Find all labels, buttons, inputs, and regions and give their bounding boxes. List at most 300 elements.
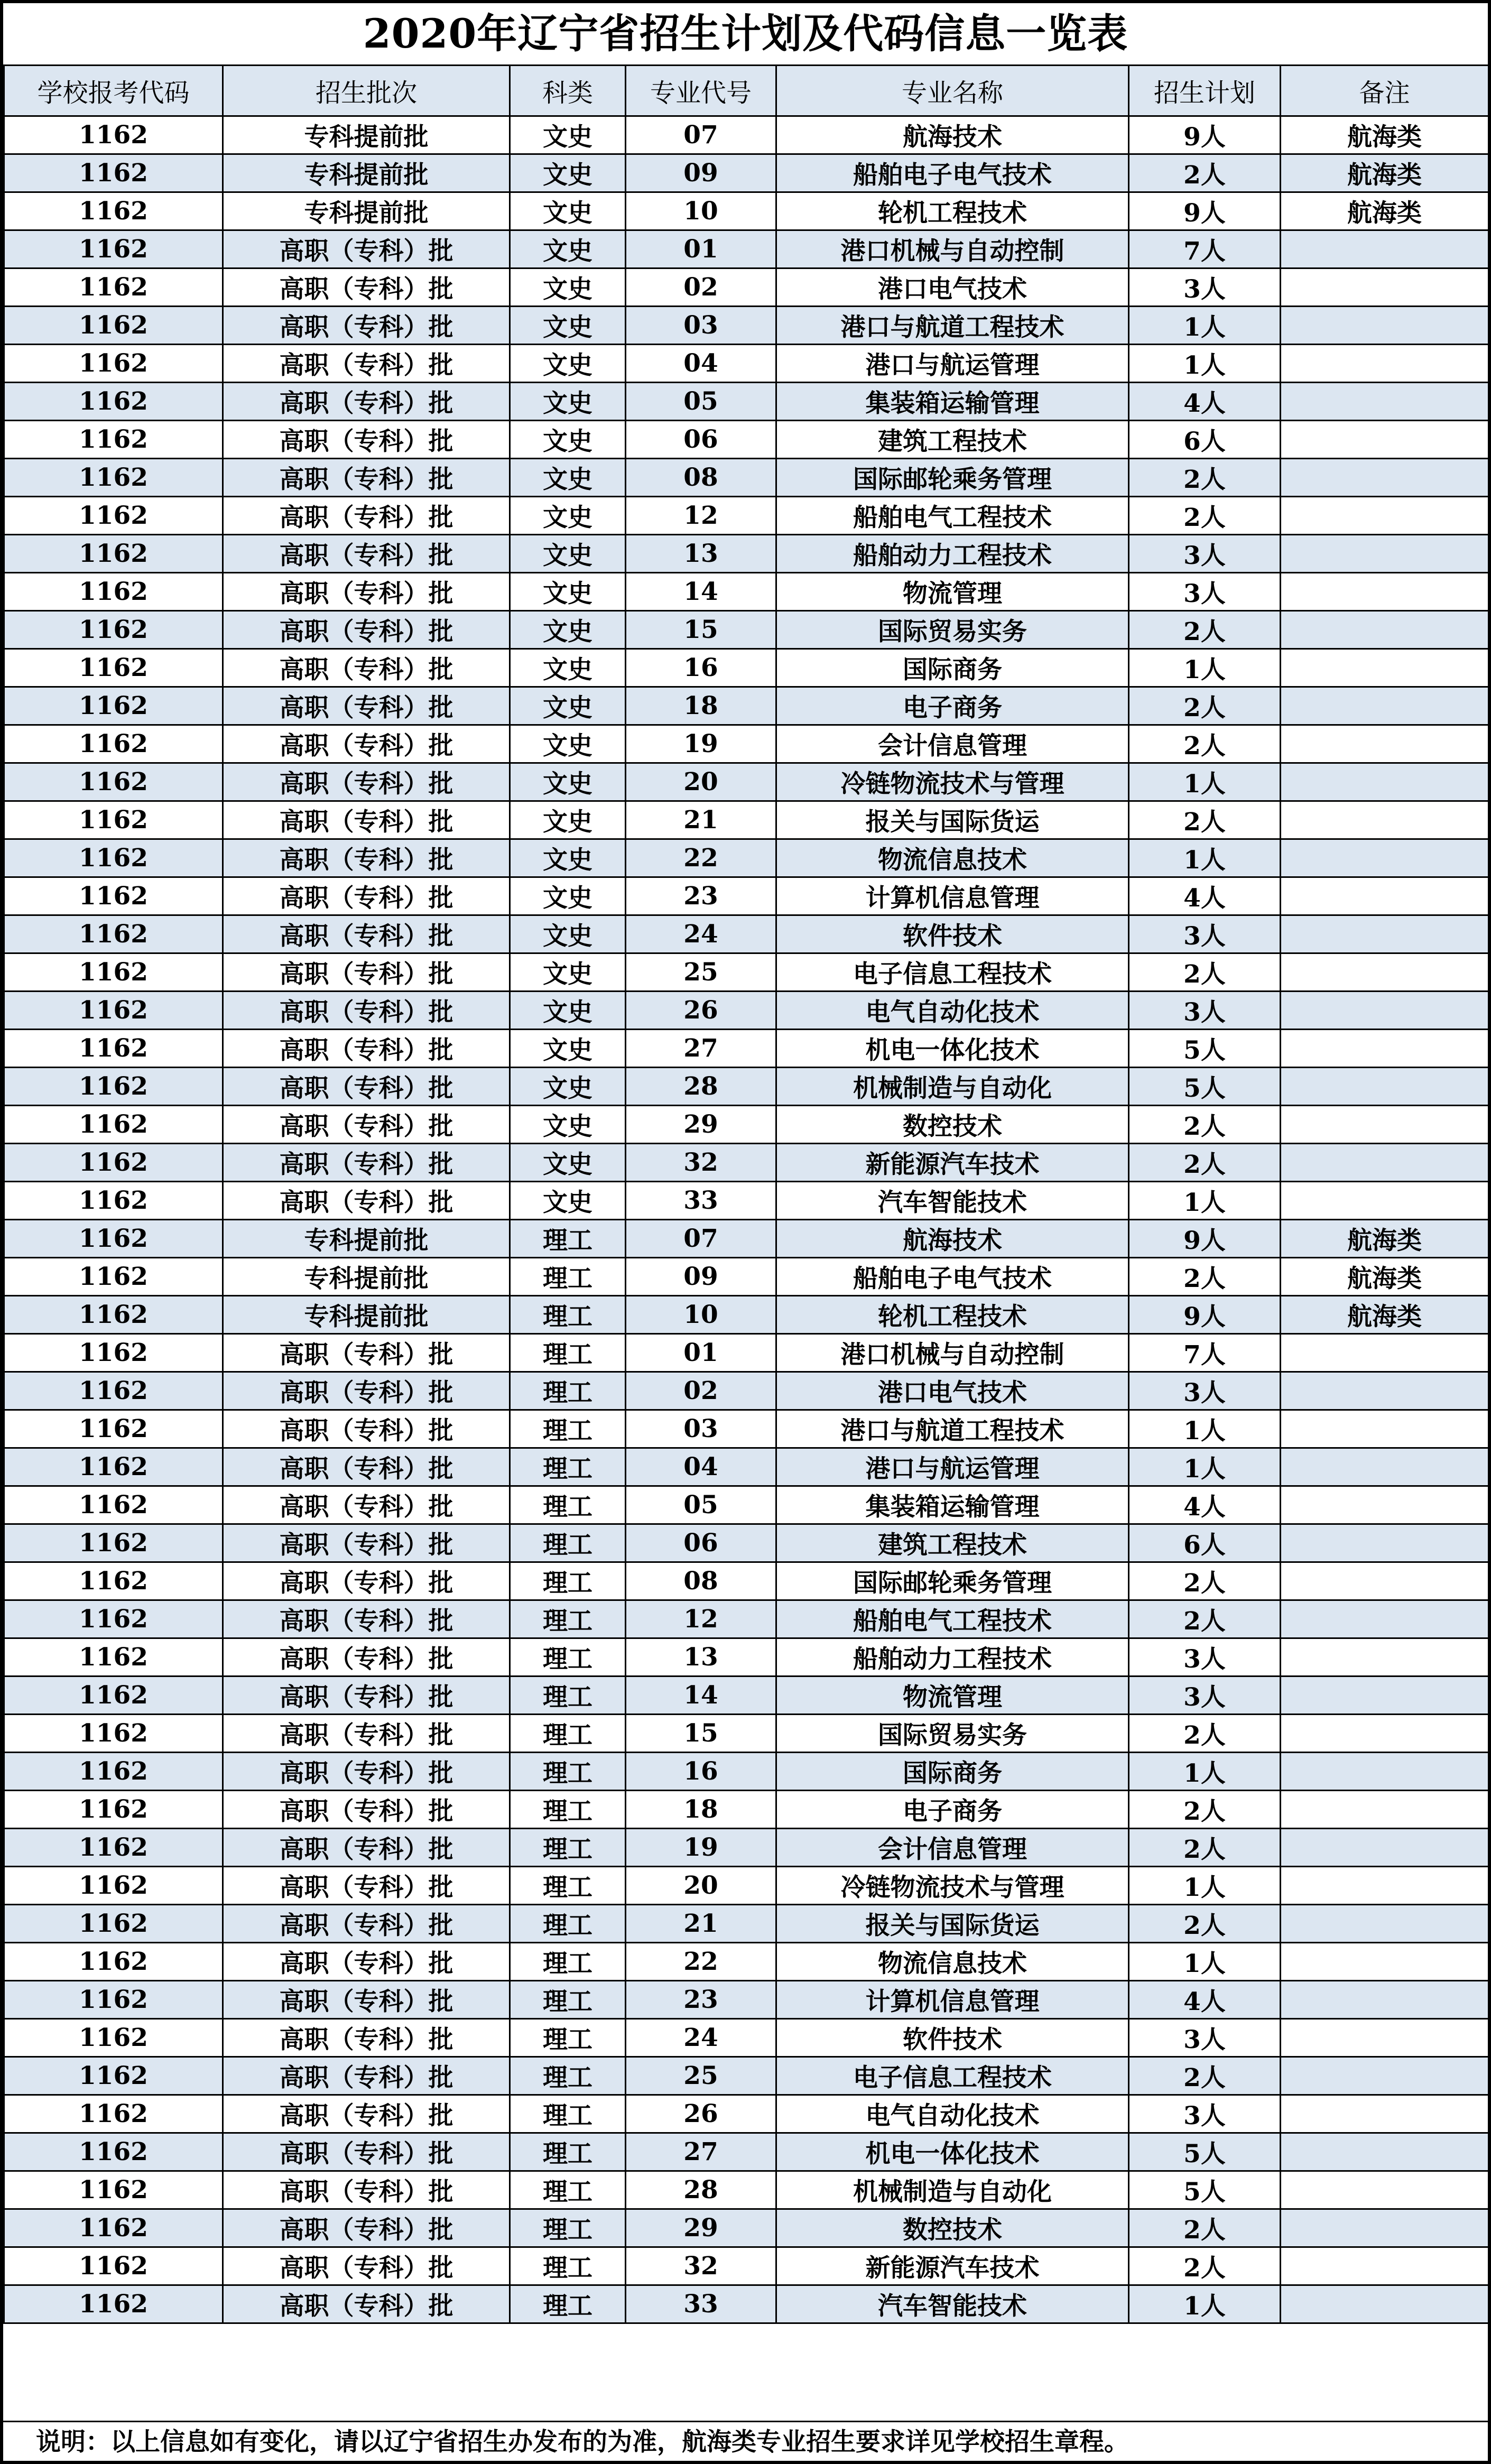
category-cell: 理工 — [510, 1905, 626, 1943]
remark-cell — [1281, 2247, 1489, 2285]
remark-cell: 航海类 — [1281, 154, 1489, 192]
remark-cell — [1281, 1524, 1489, 1562]
table-row — [4, 116, 1489, 154]
remark-cell — [1281, 1600, 1489, 1638]
remark-cell — [1281, 1334, 1489, 1372]
school-code-cell: 1162 — [4, 1448, 223, 1486]
table-row — [4, 839, 1489, 877]
remark-cell — [1281, 383, 1489, 421]
school-code-cell: 1162 — [4, 877, 223, 915]
major-code-cell: 23 — [626, 877, 776, 915]
category-cell: 理工 — [510, 1220, 626, 1258]
remark-cell: 航海类 — [1281, 192, 1489, 230]
category-cell: 理工 — [510, 1753, 626, 1791]
remark-cell — [1281, 1791, 1489, 1829]
school-code-cell: 1162 — [4, 2171, 223, 2209]
plan-cell: 2人 — [1129, 1106, 1281, 1144]
header-row — [4, 66, 1489, 116]
major-code-cell: 28 — [626, 1068, 776, 1106]
major-code-cell: 12 — [626, 497, 776, 535]
major-code-cell: 25 — [626, 2057, 776, 2095]
batch-cell: 高职（专科）批 — [223, 1524, 510, 1562]
category-cell: 理工 — [510, 2095, 626, 2133]
plan-cell: 9人 — [1129, 1220, 1281, 1258]
remark-cell — [1281, 345, 1489, 383]
remark-cell — [1281, 1753, 1489, 1791]
batch-cell: 高职（专科）批 — [223, 2285, 510, 2323]
category-cell: 文史 — [510, 459, 626, 497]
major-name-cell: 建筑工程技术 — [776, 421, 1129, 459]
batch-cell: 高职（专科）批 — [223, 1676, 510, 1715]
school-code-cell: 1162 — [4, 116, 223, 154]
category-cell: 文史 — [510, 268, 626, 307]
school-code-cell: 1162 — [4, 953, 223, 992]
table-row — [4, 192, 1489, 230]
major-code-cell: 15 — [626, 611, 776, 649]
table-row — [4, 307, 1489, 345]
batch-cell: 高职（专科）批 — [223, 268, 510, 307]
batch-cell: 高职（专科）批 — [223, 763, 510, 801]
school-code-cell: 1162 — [4, 687, 223, 725]
header-major-code: 专业代号 — [626, 66, 776, 116]
table-row — [4, 2057, 1489, 2095]
table-row — [4, 1867, 1489, 1905]
major-name-cell: 会计信息管理 — [776, 1829, 1129, 1867]
category-cell: 文史 — [510, 1144, 626, 1182]
major-code-cell: 01 — [626, 230, 776, 268]
batch-cell: 高职（专科）批 — [223, 1867, 510, 1905]
category-cell: 理工 — [510, 2057, 626, 2095]
category-cell: 理工 — [510, 1296, 626, 1334]
major-name-cell: 汽车智能技术 — [776, 2285, 1129, 2323]
major-name-cell: 电子信息工程技术 — [776, 2057, 1129, 2095]
batch-cell: 高职（专科）批 — [223, 497, 510, 535]
batch-cell: 高职（专科）批 — [223, 1943, 510, 1981]
remark-cell — [1281, 1410, 1489, 1448]
batch-cell: 高职（专科）批 — [223, 345, 510, 383]
batch-cell: 专科提前批 — [223, 1220, 510, 1258]
table-row — [4, 992, 1489, 1030]
footer-note: 说明：以上信息如有变化，请以辽宁省招生办发布的为准，航海类专业招生要求详见学校招生章程。 — [3, 2421, 1488, 2461]
major-name-cell: 国际邮轮乘务管理 — [776, 1562, 1129, 1600]
category-cell: 文史 — [510, 649, 626, 687]
remark-cell — [1281, 459, 1489, 497]
remark-cell — [1281, 2209, 1489, 2247]
remark-cell — [1281, 839, 1489, 877]
batch-cell: 高职（专科）批 — [223, 1182, 510, 1220]
batch-cell: 高职（专科）批 — [223, 1030, 510, 1068]
major-name-cell: 冷链物流技术与管理 — [776, 763, 1129, 801]
remark-cell — [1281, 421, 1489, 459]
plan-cell: 2人 — [1129, 2209, 1281, 2247]
batch-cell: 高职（专科）批 — [223, 2209, 510, 2247]
remark-cell — [1281, 611, 1489, 649]
major-code-cell: 03 — [626, 1410, 776, 1448]
plan-cell: 2人 — [1129, 1258, 1281, 1296]
plan-cell: 2人 — [1129, 801, 1281, 839]
category-cell: 理工 — [510, 1715, 626, 1753]
major-name-cell: 船舶动力工程技术 — [776, 1638, 1129, 1676]
major-name-cell: 电子商务 — [776, 687, 1129, 725]
table-row — [4, 1981, 1489, 2019]
batch-cell: 高职（专科）批 — [223, 1600, 510, 1638]
remark-cell — [1281, 535, 1489, 573]
table-row — [4, 1220, 1489, 1258]
school-code-cell: 1162 — [4, 1829, 223, 1867]
table-row — [4, 953, 1489, 992]
plan-cell: 2人 — [1129, 611, 1281, 649]
major-name-cell: 新能源汽车技术 — [776, 2247, 1129, 2285]
plan-cell: 9人 — [1129, 1296, 1281, 1334]
remark-cell — [1281, 268, 1489, 307]
plan-cell: 1人 — [1129, 839, 1281, 877]
major-name-cell: 报关与国际货运 — [776, 801, 1129, 839]
plan-cell: 3人 — [1129, 992, 1281, 1030]
major-code-cell: 24 — [626, 2019, 776, 2057]
batch-cell: 专科提前批 — [223, 192, 510, 230]
category-cell: 文史 — [510, 801, 626, 839]
major-name-cell: 机械制造与自动化 — [776, 1068, 1129, 1106]
major-name-cell: 机电一体化技术 — [776, 1030, 1129, 1068]
plan-cell: 2人 — [1129, 687, 1281, 725]
major-name-cell: 汽车智能技术 — [776, 1182, 1129, 1220]
category-cell: 理工 — [510, 1600, 626, 1638]
plan-cell: 1人 — [1129, 1410, 1281, 1448]
school-code-cell: 1162 — [4, 2247, 223, 2285]
school-code-cell: 1162 — [4, 649, 223, 687]
school-code-cell: 1162 — [4, 307, 223, 345]
remark-cell — [1281, 649, 1489, 687]
remark-cell — [1281, 763, 1489, 801]
batch-cell: 高职（专科）批 — [223, 573, 510, 611]
major-code-cell: 32 — [626, 2247, 776, 2285]
table-row — [4, 1068, 1489, 1106]
table-row — [4, 421, 1489, 459]
major-name-cell: 港口与航运管理 — [776, 1448, 1129, 1486]
table-row — [4, 2095, 1489, 2133]
table-row — [4, 268, 1489, 307]
plan-cell: 3人 — [1129, 915, 1281, 953]
plan-cell: 3人 — [1129, 2095, 1281, 2133]
school-code-cell: 1162 — [4, 459, 223, 497]
major-name-cell: 电子信息工程技术 — [776, 953, 1129, 992]
major-name-cell: 国际商务 — [776, 1753, 1129, 1791]
page-title: 2020年辽宁省招生计划及代码信息一览表 — [363, 10, 1128, 57]
major-name-cell: 航海技术 — [776, 116, 1129, 154]
school-code-cell: 1162 — [4, 345, 223, 383]
header-category: 科类 — [510, 66, 626, 116]
plan-cell: 1人 — [1129, 649, 1281, 687]
major-name-cell: 港口与航运管理 — [776, 345, 1129, 383]
table-row — [4, 611, 1489, 649]
table-row — [4, 649, 1489, 687]
category-cell: 理工 — [510, 1867, 626, 1905]
category-cell: 文史 — [510, 1068, 626, 1106]
plan-cell: 6人 — [1129, 1524, 1281, 1562]
remark-cell — [1281, 1144, 1489, 1182]
plan-cell: 7人 — [1129, 1334, 1281, 1372]
school-code-cell: 1162 — [4, 1030, 223, 1068]
school-code-cell: 1162 — [4, 725, 223, 763]
category-cell: 文史 — [510, 1030, 626, 1068]
category-cell: 文史 — [510, 725, 626, 763]
category-cell: 文史 — [510, 763, 626, 801]
batch-cell: 高职（专科）批 — [223, 1448, 510, 1486]
table-body — [4, 116, 1489, 2323]
plan-cell: 3人 — [1129, 1372, 1281, 1410]
category-cell: 文史 — [510, 192, 626, 230]
major-name-cell: 软件技术 — [776, 2019, 1129, 2057]
batch-cell: 高职（专科）批 — [223, 649, 510, 687]
table-row — [4, 2133, 1489, 2171]
plan-cell: 2人 — [1129, 1791, 1281, 1829]
major-name-cell: 港口机械与自动控制 — [776, 230, 1129, 268]
plan-cell: 2人 — [1129, 1600, 1281, 1638]
major-name-cell: 船舶电子电气技术 — [776, 154, 1129, 192]
remark-cell — [1281, 1676, 1489, 1715]
category-cell: 理工 — [510, 1829, 626, 1867]
category-cell: 理工 — [510, 2209, 626, 2247]
remark-cell — [1281, 1068, 1489, 1106]
remark-cell — [1281, 915, 1489, 953]
category-cell: 理工 — [510, 2171, 626, 2209]
batch-cell: 高职（专科）批 — [223, 307, 510, 345]
major-name-cell: 轮机工程技术 — [776, 1296, 1129, 1334]
category-cell: 理工 — [510, 1448, 626, 1486]
major-code-cell: 06 — [626, 421, 776, 459]
school-code-cell: 1162 — [4, 1638, 223, 1676]
batch-cell: 高职（专科）批 — [223, 383, 510, 421]
category-cell: 文史 — [510, 154, 626, 192]
batch-cell: 高职（专科）批 — [223, 1753, 510, 1791]
school-code-cell: 1162 — [4, 421, 223, 459]
batch-cell: 高职（专科）批 — [223, 1486, 510, 1524]
major-name-cell: 船舶电气工程技术 — [776, 497, 1129, 535]
category-cell: 文史 — [510, 535, 626, 573]
batch-cell: 高职（专科）批 — [223, 459, 510, 497]
school-code-cell: 1162 — [4, 839, 223, 877]
header-batch: 招生批次 — [223, 66, 510, 116]
major-code-cell: 32 — [626, 1144, 776, 1182]
school-code-cell: 1162 — [4, 801, 223, 839]
batch-cell: 高职（专科）批 — [223, 1905, 510, 1943]
batch-cell: 高职（专科）批 — [223, 1106, 510, 1144]
school-code-cell: 1162 — [4, 1600, 223, 1638]
major-code-cell: 08 — [626, 1562, 776, 1600]
table-row — [4, 1106, 1489, 1144]
category-cell: 理工 — [510, 1791, 626, 1829]
table-row — [4, 877, 1489, 915]
school-code-cell: 1162 — [4, 154, 223, 192]
table-row — [4, 1562, 1489, 1600]
remark-cell — [1281, 307, 1489, 345]
table-row — [4, 1030, 1489, 1068]
major-name-cell: 新能源汽车技术 — [776, 1144, 1129, 1182]
category-cell: 理工 — [510, 1410, 626, 1448]
category-cell: 理工 — [510, 1981, 626, 2019]
batch-cell: 高职（专科）批 — [223, 1372, 510, 1410]
major-name-cell: 物流管理 — [776, 573, 1129, 611]
major-code-cell: 23 — [626, 1981, 776, 2019]
batch-cell: 高职（专科）批 — [223, 801, 510, 839]
major-code-cell: 09 — [626, 1258, 776, 1296]
batch-cell: 高职（专科）批 — [223, 2095, 510, 2133]
major-name-cell: 物流信息技术 — [776, 1943, 1129, 1981]
major-code-cell: 33 — [626, 1182, 776, 1220]
major-name-cell: 国际邮轮乘务管理 — [776, 459, 1129, 497]
school-code-cell: 1162 — [4, 573, 223, 611]
school-code-cell: 1162 — [4, 1562, 223, 1600]
batch-cell: 高职（专科）批 — [223, 2019, 510, 2057]
category-cell: 理工 — [510, 2133, 626, 2171]
remark-cell — [1281, 1638, 1489, 1676]
major-name-cell: 物流管理 — [776, 1676, 1129, 1715]
remark-cell — [1281, 953, 1489, 992]
remark-cell — [1281, 1905, 1489, 1943]
remark-cell — [1281, 1981, 1489, 2019]
major-code-cell: 22 — [626, 839, 776, 877]
major-code-cell: 12 — [626, 1600, 776, 1638]
table-row — [4, 154, 1489, 192]
category-cell: 理工 — [510, 1676, 626, 1715]
category-cell: 文史 — [510, 953, 626, 992]
plan-cell: 3人 — [1129, 268, 1281, 307]
table-row — [4, 1258, 1489, 1296]
school-code-cell: 1162 — [4, 2095, 223, 2133]
major-name-cell: 机械制造与自动化 — [776, 2171, 1129, 2209]
major-code-cell: 22 — [626, 1943, 776, 1981]
batch-cell: 高职（专科）批 — [223, 1638, 510, 1676]
major-name-cell: 港口电气技术 — [776, 268, 1129, 307]
plan-cell: 1人 — [1129, 1867, 1281, 1905]
plan-cell: 1人 — [1129, 1182, 1281, 1220]
plan-cell: 3人 — [1129, 2019, 1281, 2057]
school-code-cell: 1162 — [4, 611, 223, 649]
major-code-cell: 18 — [626, 1791, 776, 1829]
header-major-name: 专业名称 — [776, 66, 1129, 116]
major-name-cell: 港口与航道工程技术 — [776, 1410, 1129, 1448]
batch-cell: 高职（专科）批 — [223, 2133, 510, 2171]
remark-cell — [1281, 1562, 1489, 1600]
plan-cell: 6人 — [1129, 421, 1281, 459]
table-row — [4, 459, 1489, 497]
plan-cell: 5人 — [1129, 2133, 1281, 2171]
school-code-cell: 1162 — [4, 1068, 223, 1106]
plan-cell: 2人 — [1129, 1715, 1281, 1753]
category-cell: 文史 — [510, 497, 626, 535]
plan-cell: 1人 — [1129, 1943, 1281, 1981]
table-row — [4, 1182, 1489, 1220]
category-cell: 理工 — [510, 2285, 626, 2323]
major-code-cell: 07 — [626, 1220, 776, 1258]
major-code-cell: 27 — [626, 1030, 776, 1068]
category-cell: 文史 — [510, 1106, 626, 1144]
major-code-cell: 19 — [626, 1829, 776, 1867]
category-cell: 理工 — [510, 2019, 626, 2057]
major-name-cell: 轮机工程技术 — [776, 192, 1129, 230]
plan-cell: 2人 — [1129, 1905, 1281, 1943]
table-row — [4, 573, 1489, 611]
plan-cell: 3人 — [1129, 535, 1281, 573]
category-cell: 理工 — [510, 1486, 626, 1524]
table-row — [4, 1372, 1489, 1410]
remark-cell — [1281, 2095, 1489, 2133]
major-name-cell: 集装箱运输管理 — [776, 383, 1129, 421]
table-row — [4, 1791, 1489, 1829]
plan-cell: 4人 — [1129, 877, 1281, 915]
table-row — [4, 230, 1489, 268]
school-code-cell: 1162 — [4, 1943, 223, 1981]
batch-cell: 专科提前批 — [223, 1296, 510, 1334]
school-code-cell: 1162 — [4, 1486, 223, 1524]
school-code-cell: 1162 — [4, 1867, 223, 1905]
plan-cell: 4人 — [1129, 383, 1281, 421]
major-name-cell: 冷链物流技术与管理 — [776, 1867, 1129, 1905]
major-code-cell: 15 — [626, 1715, 776, 1753]
category-cell: 文史 — [510, 116, 626, 154]
school-code-cell: 1162 — [4, 2285, 223, 2323]
remark-cell — [1281, 2171, 1489, 2209]
category-cell: 文史 — [510, 992, 626, 1030]
plan-cell: 2人 — [1129, 1829, 1281, 1867]
major-name-cell: 电气自动化技术 — [776, 2095, 1129, 2133]
major-code-cell: 27 — [626, 2133, 776, 2171]
batch-cell: 高职（专科）批 — [223, 1144, 510, 1182]
school-code-cell: 1162 — [4, 192, 223, 230]
major-name-cell: 航海技术 — [776, 1220, 1129, 1258]
batch-cell: 高职（专科）批 — [223, 687, 510, 725]
plan-cell: 2人 — [1129, 953, 1281, 992]
school-code-cell: 1162 — [4, 1715, 223, 1753]
category-cell: 理工 — [510, 2247, 626, 2285]
remark-cell — [1281, 2285, 1489, 2323]
batch-cell: 高职（专科）批 — [223, 230, 510, 268]
category-cell: 理工 — [510, 1258, 626, 1296]
batch-cell: 高职（专科）批 — [223, 2171, 510, 2209]
major-code-cell: 02 — [626, 1372, 776, 1410]
batch-cell: 高职（专科）批 — [223, 1068, 510, 1106]
school-code-cell: 1162 — [4, 915, 223, 953]
header-school-code: 学校报考代码 — [4, 66, 223, 116]
category-cell: 文史 — [510, 687, 626, 725]
major-name-cell: 电气自动化技术 — [776, 992, 1129, 1030]
major-code-cell: 03 — [626, 307, 776, 345]
plan-cell: 2人 — [1129, 459, 1281, 497]
plan-cell: 1人 — [1129, 1448, 1281, 1486]
remark-cell — [1281, 992, 1489, 1030]
category-cell: 文史 — [510, 307, 626, 345]
header-remark: 备注 — [1281, 66, 1489, 116]
major-code-cell: 10 — [626, 1296, 776, 1334]
table-row — [4, 1296, 1489, 1334]
batch-cell: 高职（专科）批 — [223, 2057, 510, 2095]
major-code-cell: 05 — [626, 1486, 776, 1524]
admissions-plan-table — [3, 64, 1489, 2324]
major-code-cell: 08 — [626, 459, 776, 497]
batch-cell: 高职（专科）批 — [223, 2247, 510, 2285]
major-code-cell: 16 — [626, 649, 776, 687]
category-cell: 理工 — [510, 1524, 626, 1562]
plan-cell: 5人 — [1129, 2171, 1281, 2209]
batch-cell: 高职（专科）批 — [223, 535, 510, 573]
batch-cell: 高职（专科）批 — [223, 725, 510, 763]
major-code-cell: 28 — [626, 2171, 776, 2209]
category-cell: 文史 — [510, 877, 626, 915]
plan-cell: 2人 — [1129, 1562, 1281, 1600]
major-code-cell: 09 — [626, 154, 776, 192]
batch-cell: 专科提前批 — [223, 154, 510, 192]
plan-cell: 1人 — [1129, 307, 1281, 345]
